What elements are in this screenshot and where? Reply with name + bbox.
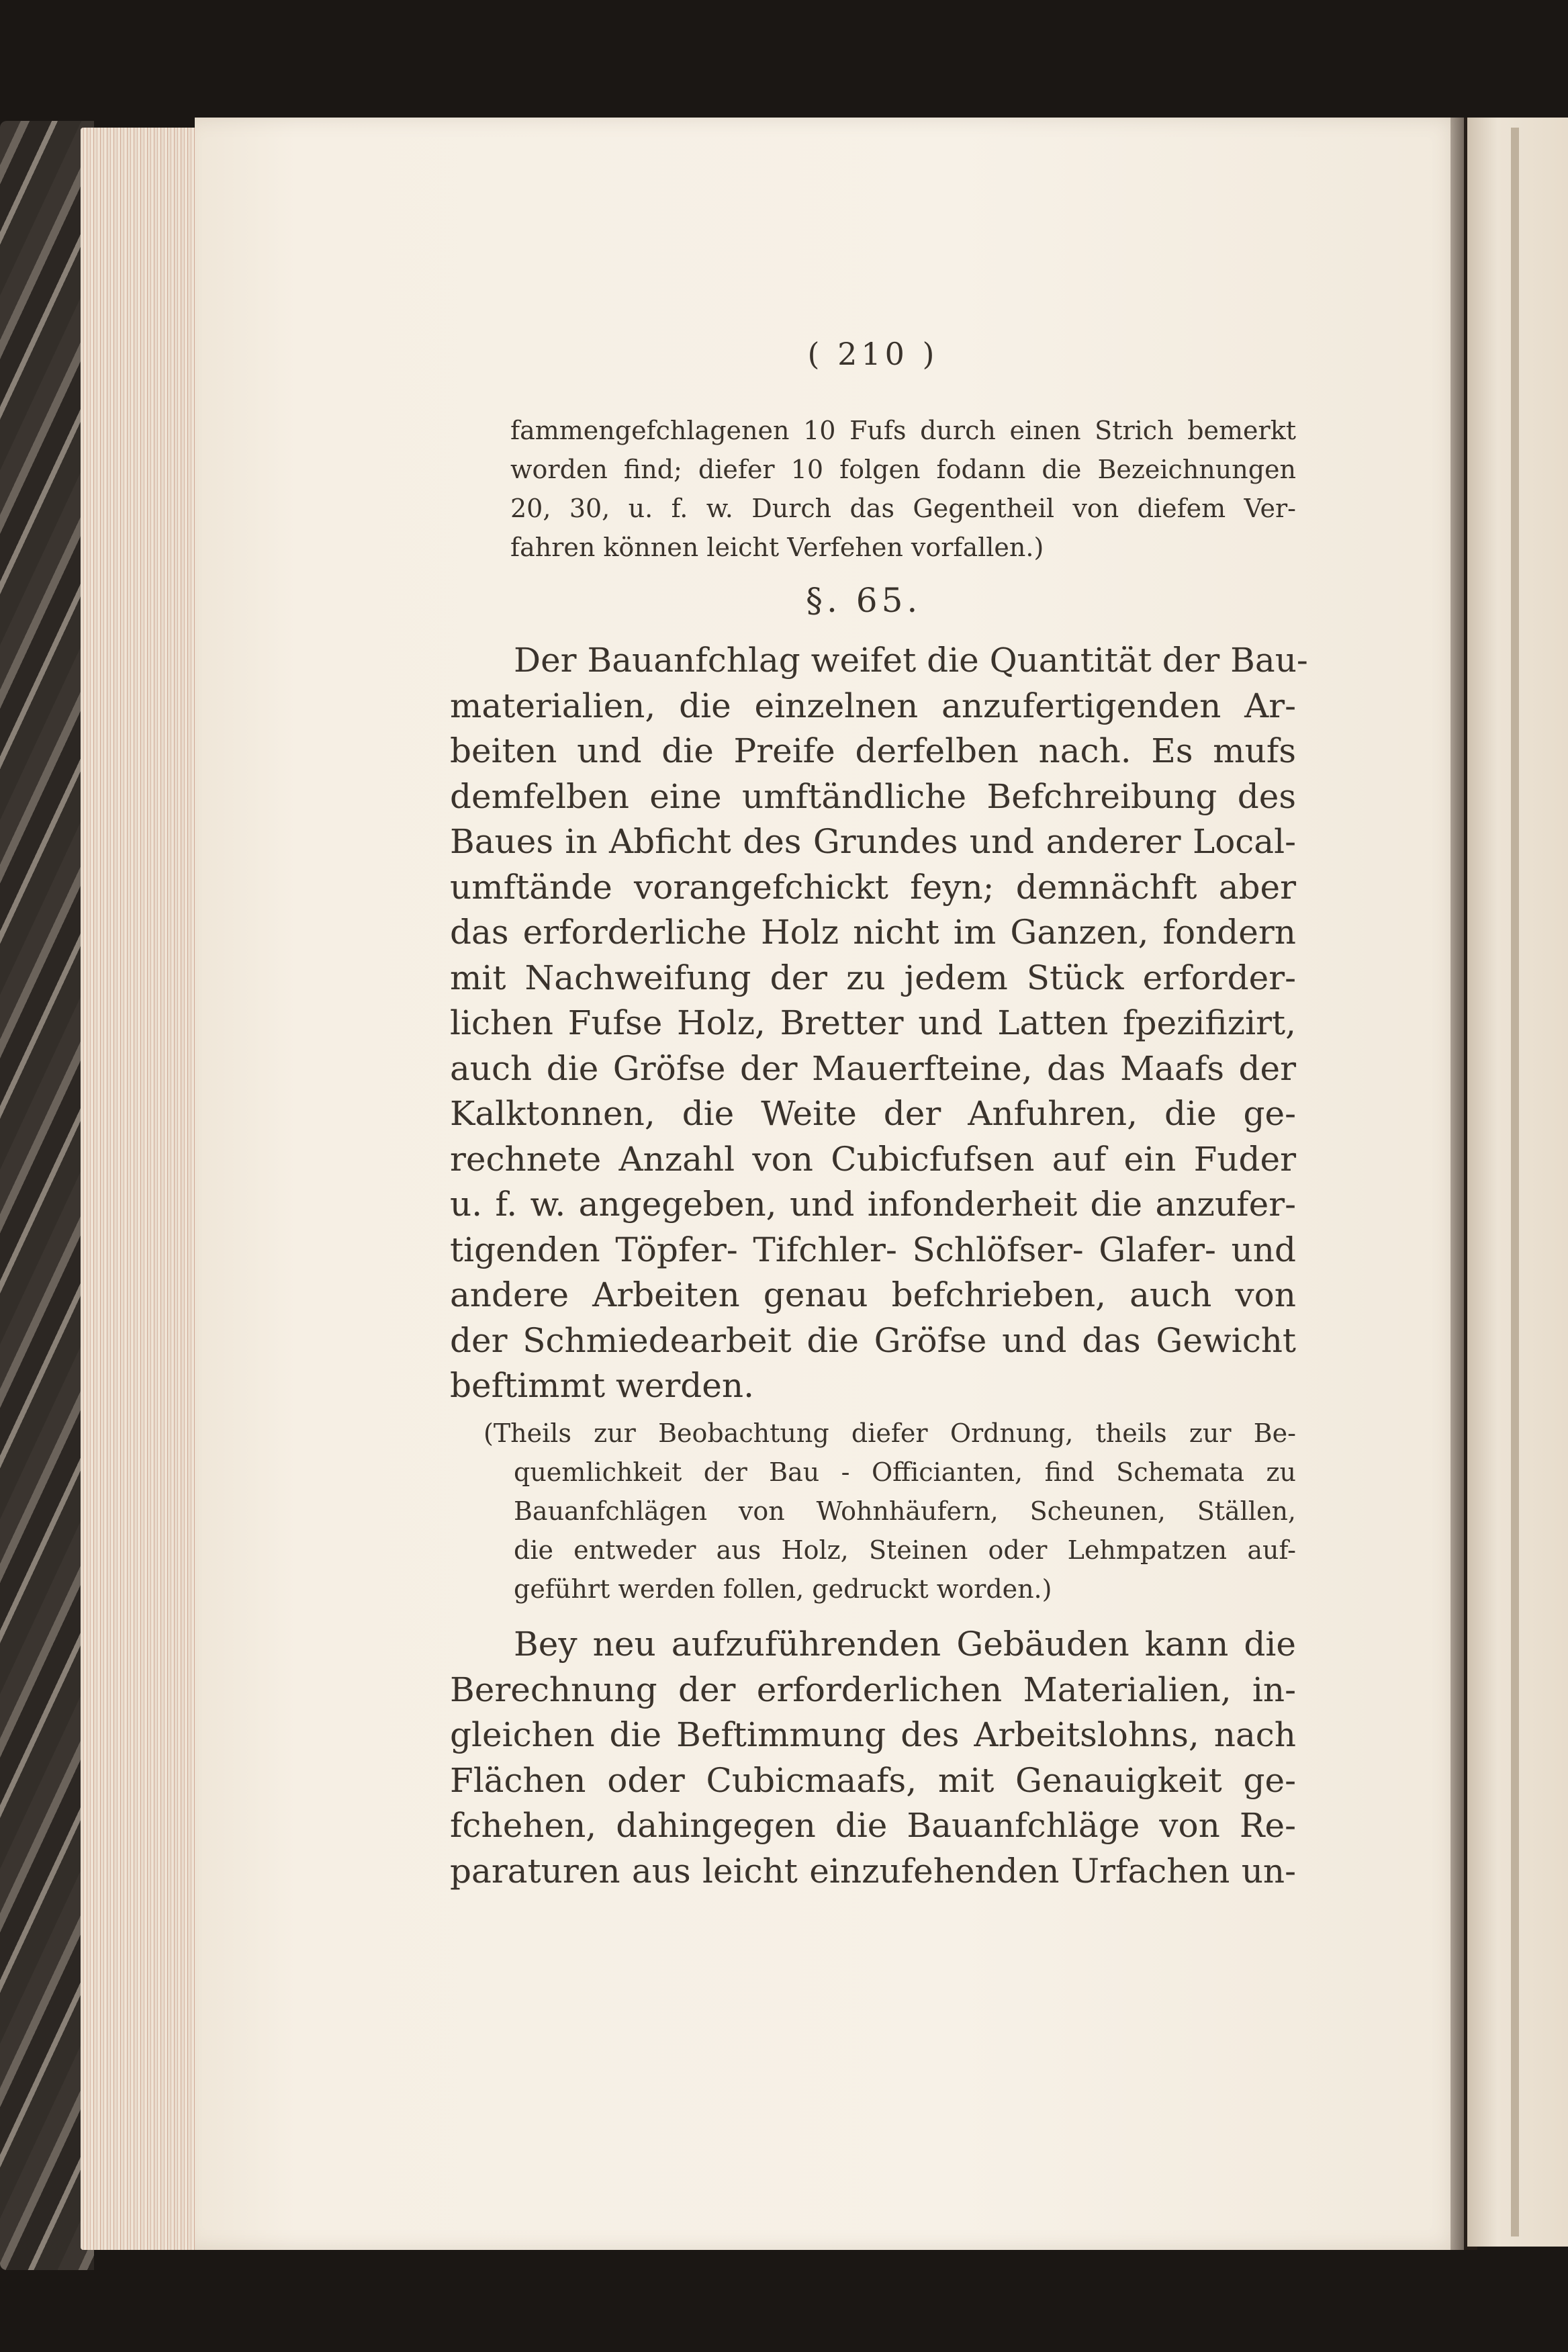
note-middle-line: die entweder aus Holz, Steinen oder Lehmpatzen auf-	[514, 1535, 1296, 1565]
paragraph-line: paraturen aus leicht einzufehenden Urfachen un-	[450, 1851, 1296, 1891]
book-cover-edge	[0, 121, 94, 2270]
page-header: ( 210 )	[807, 336, 939, 372]
paragraph-line: demfelben eine umftändliche Befchreibung des	[450, 776, 1296, 816]
paragraph-line: fchehen, dahingegen die Bauanfchläge von Re-	[450, 1806, 1296, 1845]
paragraph-line: Bey neu aufzuführenden Gebäuden kann die	[514, 1625, 1296, 1664]
paragraph-line: das erforderliche Holz nicht im Ganzen, fondern	[450, 913, 1296, 952]
paragraph-line: materialien, die einzelnen anzufertigenden Ar-	[450, 686, 1296, 725]
paragraph-line: Flächen oder Cubicmaafs, mit Genauigkeit ge-	[450, 1760, 1296, 1800]
note-middle	[483, 1414, 1296, 1609]
section-title: §. 65.	[806, 581, 922, 620]
paragraph-line: beftimmt werden.	[450, 1366, 754, 1405]
note-middle-line: (Theils zur Beobachtung diefer Ordnung, theils zur Be-	[483, 1418, 1296, 1448]
paragraph-line: Der Bauanfchlag weifet die Quantität der Bau-	[514, 641, 1308, 680]
paragraph-line: Kalktonnen, die Weite der Anfuhren, die ge-	[450, 1094, 1296, 1133]
note-top-line: fammengefchlagenen 10 Fufs durch einen Strich bemerkt	[510, 416, 1296, 445]
paragraph-line: mit Nachweifung der zu jedem Stück erforder-	[450, 958, 1296, 997]
paragraph-line: auch die Gröfse der Mauerfteine, das Maafs der	[450, 1048, 1296, 1088]
note-top-line: 20, 30, u. f. w. Durch das Gegentheil von diefem Ver-	[510, 494, 1296, 523]
paragraph-2	[450, 1622, 1296, 1894]
paragraph-line: beiten und die Preife derfelben nach. Es mufs	[450, 731, 1296, 770]
note-top-line: worden find; diefer 10 folgen fodann die Bezeichnungen	[510, 455, 1296, 484]
note-middle-line: Bauanfchlägen von Wohnhäufern, Scheunen, Ställen,	[514, 1496, 1296, 1526]
paragraph-line: Baues in Abficht des Grundes und anderer Local-	[450, 822, 1296, 861]
page-edges	[81, 128, 198, 2250]
paragraph-1	[450, 638, 1308, 1409]
facing-page-edge	[1511, 128, 1519, 2236]
paragraph-line: gleichen die Beftimmung des Arbeitslohns, nach	[450, 1715, 1296, 1754]
paragraph-line: umftände vorangefchickt feyn; demnächft aber	[450, 867, 1296, 907]
paragraph-line: Berechnung der erforderlichen Materialien, in-	[450, 1670, 1296, 1709]
note-top-line: fahren können leicht Verfehen vorfallen.)	[510, 533, 1044, 562]
note-top	[510, 411, 1296, 567]
paragraph-line: der Schmiedearbeit die Gröfse und das Gewicht	[450, 1320, 1296, 1360]
note-middle-line: geführt werden follen, gedruckt worden.)	[514, 1574, 1052, 1604]
paragraph-line: tigenden Töpfer- Tifchler- Schlöfser- Glafer- und	[450, 1230, 1296, 1269]
paragraph-line: u. f. w. angegeben, und infonderheit die anzufer-	[450, 1185, 1296, 1224]
note-middle-line: quemlichkeit der Bau - Officianten, find Schemata zu	[514, 1457, 1296, 1487]
paragraph-line: rechnete Anzahl von Cubicfufsen auf ein Fuder	[450, 1139, 1296, 1179]
paragraph-line: lichen Fufse Holz, Bretter und Latten fpezifizirt,	[450, 1003, 1296, 1042]
paragraph-line: andere Arbeiten genau befchrieben, auch von	[450, 1275, 1296, 1314]
